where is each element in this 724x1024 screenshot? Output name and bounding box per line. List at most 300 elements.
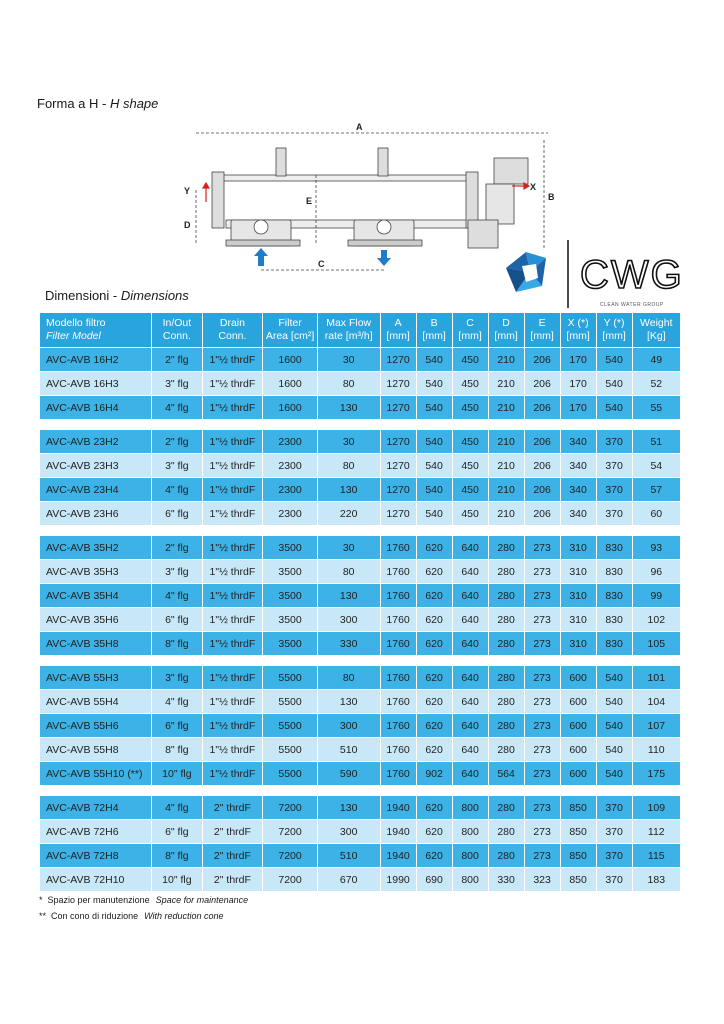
model-cell: AVC-AVB 55H8	[40, 738, 151, 761]
value-cell: 540	[597, 714, 632, 737]
table-row	[40, 372, 680, 395]
value-cell: 1270	[381, 502, 416, 525]
value-cell: 112	[633, 820, 680, 843]
value-cell: 1940	[381, 796, 416, 819]
axis-label-y: Y	[184, 186, 191, 196]
value-cell: 830	[597, 608, 632, 631]
cwg-logo	[500, 236, 690, 308]
value-cell: 5500	[263, 738, 317, 761]
value-cell: 170	[561, 348, 596, 371]
value-cell: 5500	[263, 762, 317, 785]
value-cell: 1270	[381, 372, 416, 395]
value-cell: 1760	[381, 584, 416, 607]
value-cell: 1760	[381, 690, 416, 713]
value-cell: 170	[561, 396, 596, 419]
model-cell: AVC-AVB 16H3	[40, 372, 151, 395]
value-cell: 1"½ thrdF	[203, 396, 263, 419]
model-cell: AVC-AVB 55H4	[40, 690, 151, 713]
value-cell: 6" flg	[152, 820, 201, 843]
model-cell: AVC-AVB 23H4	[40, 478, 151, 501]
value-cell: 2300	[263, 502, 317, 525]
value-cell: 540	[417, 372, 452, 395]
column-header: X (*) [mm]	[561, 313, 596, 347]
value-cell: 55	[633, 396, 680, 419]
value-cell: 620	[417, 714, 452, 737]
value-cell: 540	[597, 738, 632, 761]
group-separator	[40, 420, 680, 429]
value-cell: 49	[633, 348, 680, 371]
value-cell: 3" flg	[152, 372, 201, 395]
value-cell: 273	[525, 560, 560, 583]
value-cell: 850	[561, 868, 596, 891]
table-row	[40, 762, 680, 785]
value-cell: 206	[525, 430, 560, 453]
value-cell: 57	[633, 478, 680, 501]
value-cell: 130	[318, 478, 380, 501]
value-cell: 1600	[263, 396, 317, 419]
value-cell: 7200	[263, 844, 317, 867]
value-cell: 1940	[381, 844, 416, 867]
table-row	[40, 690, 680, 713]
value-cell: 510	[318, 738, 380, 761]
value-cell: 6" flg	[152, 714, 201, 737]
value-cell: 107	[633, 714, 680, 737]
model-cell: AVC-AVB 35H6	[40, 608, 151, 631]
value-cell: 540	[597, 666, 632, 689]
value-cell: 540	[417, 502, 452, 525]
value-cell: 280	[489, 632, 524, 655]
value-cell: 280	[489, 560, 524, 583]
value-cell: 2300	[263, 430, 317, 453]
value-cell: 690	[417, 868, 452, 891]
table-row	[40, 502, 680, 525]
value-cell: 101	[633, 666, 680, 689]
value-cell: 1"½ thrdF	[203, 632, 263, 655]
value-cell: 4" flg	[152, 796, 201, 819]
value-cell: 1"½ thrdF	[203, 714, 263, 737]
value-cell: 130	[318, 796, 380, 819]
value-cell: 450	[453, 348, 488, 371]
value-cell: 273	[525, 820, 560, 843]
value-cell: 620	[417, 632, 452, 655]
value-cell: 310	[561, 536, 596, 559]
table-row	[40, 714, 680, 737]
value-cell: 590	[318, 762, 380, 785]
value-cell: 54	[633, 454, 680, 477]
cwg-emblem-icon	[506, 252, 546, 292]
value-cell: 620	[417, 608, 452, 631]
model-cell: AVC-AVB 55H10 (**)	[40, 762, 151, 785]
value-cell: 640	[453, 584, 488, 607]
value-cell: 280	[489, 738, 524, 761]
table-row	[40, 796, 680, 819]
value-cell: 206	[525, 372, 560, 395]
dim-label-c: C	[318, 259, 325, 269]
value-cell: 640	[453, 714, 488, 737]
value-cell: 6" flg	[152, 608, 201, 631]
value-cell: 110	[633, 738, 680, 761]
value-cell: 1"½ thrdF	[203, 430, 263, 453]
value-cell: 620	[417, 666, 452, 689]
model-cell: AVC-AVB 35H8	[40, 632, 151, 655]
value-cell: 1760	[381, 714, 416, 737]
value-cell: 130	[318, 584, 380, 607]
model-cell: AVC-AVB 35H4	[40, 584, 151, 607]
value-cell: 52	[633, 372, 680, 395]
value-cell: 8" flg	[152, 738, 201, 761]
value-cell: 273	[525, 690, 560, 713]
value-cell: 830	[597, 632, 632, 655]
value-cell: 1270	[381, 430, 416, 453]
value-cell: 540	[417, 348, 452, 371]
value-cell: 7200	[263, 868, 317, 891]
value-cell: 3500	[263, 608, 317, 631]
value-cell: 273	[525, 738, 560, 761]
value-cell: 2300	[263, 478, 317, 501]
model-cell: AVC-AVB 23H2	[40, 430, 151, 453]
table-row	[40, 348, 680, 371]
value-cell: 640	[453, 560, 488, 583]
value-cell: 1"½ thrdF	[203, 560, 263, 583]
column-header: Max Flow rate [m³/h]	[318, 313, 380, 347]
value-cell: 450	[453, 478, 488, 501]
value-cell: 115	[633, 844, 680, 867]
value-cell: 540	[417, 396, 452, 419]
value-cell: 310	[561, 608, 596, 631]
value-cell: 1"½ thrdF	[203, 738, 263, 761]
value-cell: 280	[489, 690, 524, 713]
table-row	[40, 608, 680, 631]
value-cell: 2" flg	[152, 430, 201, 453]
value-cell: 80	[318, 372, 380, 395]
value-cell: 1"½ thrdF	[203, 666, 263, 689]
value-cell: 273	[525, 714, 560, 737]
value-cell: 99	[633, 584, 680, 607]
logo-brand: CWG	[580, 253, 684, 297]
model-cell: AVC-AVB 16H4	[40, 396, 151, 419]
value-cell: 206	[525, 478, 560, 501]
value-cell: 210	[489, 396, 524, 419]
model-cell: AVC-AVB 55H6	[40, 714, 151, 737]
value-cell: 1"½ thrdF	[203, 454, 263, 477]
model-cell: AVC-AVB 72H4	[40, 796, 151, 819]
value-cell: 2" thrdF	[203, 820, 263, 843]
value-cell: 600	[561, 714, 596, 737]
value-cell: 210	[489, 502, 524, 525]
value-cell: 370	[597, 430, 632, 453]
value-cell: 280	[489, 536, 524, 559]
value-cell: 30	[318, 430, 380, 453]
value-cell: 902	[417, 762, 452, 785]
value-cell: 540	[597, 372, 632, 395]
column-header: A [mm]	[381, 313, 416, 347]
value-cell: 800	[453, 796, 488, 819]
value-cell: 450	[453, 430, 488, 453]
value-cell: 210	[489, 454, 524, 477]
value-cell: 310	[561, 560, 596, 583]
table-row	[40, 584, 680, 607]
value-cell: 5500	[263, 666, 317, 689]
logo-tagline: CLEAN WATER GROUP	[600, 302, 664, 308]
value-cell: 640	[453, 536, 488, 559]
value-cell: 450	[453, 372, 488, 395]
model-cell: AVC-AVB 23H6	[40, 502, 151, 525]
value-cell: 130	[318, 396, 380, 419]
model-cell: AVC-AVB 35H2	[40, 536, 151, 559]
value-cell: 2" flg	[152, 348, 201, 371]
value-cell: 800	[453, 820, 488, 843]
value-cell: 300	[318, 820, 380, 843]
value-cell: 1760	[381, 762, 416, 785]
value-cell: 273	[525, 796, 560, 819]
value-cell: 273	[525, 632, 560, 655]
value-cell: 620	[417, 690, 452, 713]
value-cell: 1270	[381, 348, 416, 371]
value-cell: 104	[633, 690, 680, 713]
value-cell: 830	[597, 560, 632, 583]
value-cell: 206	[525, 502, 560, 525]
value-cell: 323	[525, 868, 560, 891]
value-cell: 620	[417, 560, 452, 583]
footnote-maintenance: * Spazio per manutenzione Space for maintenance	[39, 895, 249, 905]
model-cell: AVC-AVB 72H6	[40, 820, 151, 843]
value-cell: 620	[417, 738, 452, 761]
group-separator	[40, 786, 680, 795]
value-cell: 80	[318, 454, 380, 477]
value-cell: 2" thrdF	[203, 796, 263, 819]
value-cell: 1"½ thrdF	[203, 536, 263, 559]
value-cell: 1"½ thrdF	[203, 690, 263, 713]
value-cell: 600	[561, 666, 596, 689]
table-row	[40, 396, 680, 419]
value-cell: 800	[453, 844, 488, 867]
value-cell: 450	[453, 396, 488, 419]
value-cell: 1760	[381, 738, 416, 761]
value-cell: 1760	[381, 608, 416, 631]
value-cell: 273	[525, 666, 560, 689]
value-cell: 273	[525, 762, 560, 785]
model-cell: AVC-AVB 16H2	[40, 348, 151, 371]
table-row	[40, 738, 680, 761]
column-header: Weight [Kg]	[633, 313, 680, 347]
value-cell: 102	[633, 608, 680, 631]
value-cell: 1270	[381, 396, 416, 419]
model-cell: AVC-AVB 72H8	[40, 844, 151, 867]
value-cell: 3" flg	[152, 666, 201, 689]
value-cell: 310	[561, 632, 596, 655]
value-cell: 8" flg	[152, 844, 201, 867]
table-row	[40, 560, 680, 583]
dim-label-b: B	[548, 192, 555, 202]
value-cell: 175	[633, 762, 680, 785]
value-cell: 340	[561, 478, 596, 501]
value-cell: 60	[633, 502, 680, 525]
value-cell: 3" flg	[152, 454, 201, 477]
value-cell: 210	[489, 478, 524, 501]
value-cell: 1760	[381, 666, 416, 689]
model-cell: AVC-AVB 72H10	[40, 868, 151, 891]
value-cell: 210	[489, 430, 524, 453]
value-cell: 1"½ thrdF	[203, 502, 263, 525]
value-cell: 540	[417, 478, 452, 501]
value-cell: 1"½ thrdF	[203, 762, 263, 785]
value-cell: 340	[561, 454, 596, 477]
value-cell: 330	[489, 868, 524, 891]
column-header: Y (*) [mm]	[597, 313, 632, 347]
value-cell: 273	[525, 536, 560, 559]
value-cell: 600	[561, 762, 596, 785]
value-cell: 280	[489, 584, 524, 607]
value-cell: 280	[489, 796, 524, 819]
value-cell: 3" flg	[152, 560, 201, 583]
footnote-reduction-cone: ** Con cono di riduzione With reduction cone	[39, 911, 224, 921]
value-cell: 670	[318, 868, 380, 891]
value-cell: 450	[453, 502, 488, 525]
value-cell: 206	[525, 348, 560, 371]
value-cell: 4" flg	[152, 396, 201, 419]
value-cell: 340	[561, 430, 596, 453]
value-cell: 183	[633, 868, 680, 891]
value-cell: 830	[597, 584, 632, 607]
value-cell: 330	[318, 632, 380, 655]
column-header: In/Out Conn.	[152, 313, 201, 347]
value-cell: 6" flg	[152, 502, 201, 525]
value-cell: 105	[633, 632, 680, 655]
value-cell: 300	[318, 608, 380, 631]
value-cell: 370	[597, 868, 632, 891]
value-cell: 1760	[381, 560, 416, 583]
value-cell: 340	[561, 502, 596, 525]
value-cell: 620	[417, 820, 452, 843]
value-cell: 80	[318, 666, 380, 689]
value-cell: 564	[489, 762, 524, 785]
value-cell: 640	[453, 762, 488, 785]
value-cell: 370	[597, 502, 632, 525]
column-header: E [mm]	[525, 313, 560, 347]
value-cell: 273	[525, 608, 560, 631]
value-cell: 51	[633, 430, 680, 453]
value-cell: 1270	[381, 454, 416, 477]
value-cell: 640	[453, 608, 488, 631]
column-header: Modello filtro Filter Model	[40, 313, 151, 347]
value-cell: 280	[489, 820, 524, 843]
value-cell: 850	[561, 796, 596, 819]
model-cell: AVC-AVB 35H3	[40, 560, 151, 583]
value-cell: 1"½ thrdF	[203, 372, 263, 395]
value-cell: 620	[417, 536, 452, 559]
value-cell: 510	[318, 844, 380, 867]
value-cell: 3500	[263, 584, 317, 607]
table-row	[40, 844, 680, 867]
value-cell: 1"½ thrdF	[203, 348, 263, 371]
value-cell: 7200	[263, 796, 317, 819]
value-cell: 600	[561, 738, 596, 761]
axis-label-x: X	[530, 182, 537, 192]
value-cell: 540	[597, 690, 632, 713]
value-cell: 280	[489, 608, 524, 631]
value-cell: 1"½ thrdF	[203, 478, 263, 501]
value-cell: 620	[417, 844, 452, 867]
table-row	[40, 868, 680, 891]
value-cell: 640	[453, 690, 488, 713]
table-row	[40, 430, 680, 453]
value-cell: 206	[525, 396, 560, 419]
value-cell: 640	[453, 632, 488, 655]
footnotes	[39, 892, 248, 924]
value-cell: 640	[453, 666, 488, 689]
dim-label-e: E	[306, 196, 313, 206]
value-cell: 8" flg	[152, 632, 201, 655]
specs-table	[39, 312, 681, 892]
value-cell: 5500	[263, 714, 317, 737]
value-cell: 850	[561, 820, 596, 843]
value-cell: 10" flg	[152, 868, 201, 891]
value-cell: 450	[453, 454, 488, 477]
group-separator	[40, 656, 680, 665]
table-row	[40, 478, 680, 501]
value-cell: 4" flg	[152, 690, 201, 713]
value-cell: 620	[417, 584, 452, 607]
value-cell: 850	[561, 844, 596, 867]
value-cell: 273	[525, 844, 560, 867]
table-row	[40, 632, 680, 655]
column-header: B [mm]	[417, 313, 452, 347]
value-cell: 2300	[263, 454, 317, 477]
value-cell: 206	[525, 454, 560, 477]
value-cell: 273	[525, 584, 560, 607]
value-cell: 280	[489, 666, 524, 689]
value-cell: 830	[597, 536, 632, 559]
model-cell: AVC-AVB 23H3	[40, 454, 151, 477]
column-header: C [mm]	[453, 313, 488, 347]
table-row	[40, 666, 680, 689]
table-header-row	[40, 313, 680, 347]
value-cell: 1600	[263, 372, 317, 395]
value-cell: 370	[597, 820, 632, 843]
model-cell: AVC-AVB 55H3	[40, 666, 151, 689]
value-cell: 10" flg	[152, 762, 201, 785]
value-cell: 96	[633, 560, 680, 583]
table-row	[40, 536, 680, 559]
value-cell: 280	[489, 714, 524, 737]
column-header: Filter Area [cm²]	[263, 313, 317, 347]
shape-title: Forma a H - H shape	[37, 96, 159, 111]
value-cell: 1760	[381, 632, 416, 655]
value-cell: 2" thrdF	[203, 844, 263, 867]
value-cell: 540	[597, 762, 632, 785]
value-cell: 1"½ thrdF	[203, 608, 263, 631]
value-cell: 3500	[263, 632, 317, 655]
value-cell: 280	[489, 844, 524, 867]
value-cell: 640	[453, 738, 488, 761]
value-cell: 540	[417, 430, 452, 453]
value-cell: 30	[318, 348, 380, 371]
value-cell: 370	[597, 844, 632, 867]
value-cell: 170	[561, 372, 596, 395]
value-cell: 800	[453, 868, 488, 891]
value-cell: 1270	[381, 478, 416, 501]
value-cell: 7200	[263, 820, 317, 843]
value-cell: 1760	[381, 536, 416, 559]
value-cell: 220	[318, 502, 380, 525]
value-cell: 1990	[381, 868, 416, 891]
value-cell: 310	[561, 584, 596, 607]
value-cell: 300	[318, 714, 380, 737]
value-cell: 540	[597, 396, 632, 419]
value-cell: 4" flg	[152, 584, 201, 607]
value-cell: 210	[489, 348, 524, 371]
dimensions-title: Dimensioni - Dimensions	[45, 288, 189, 303]
